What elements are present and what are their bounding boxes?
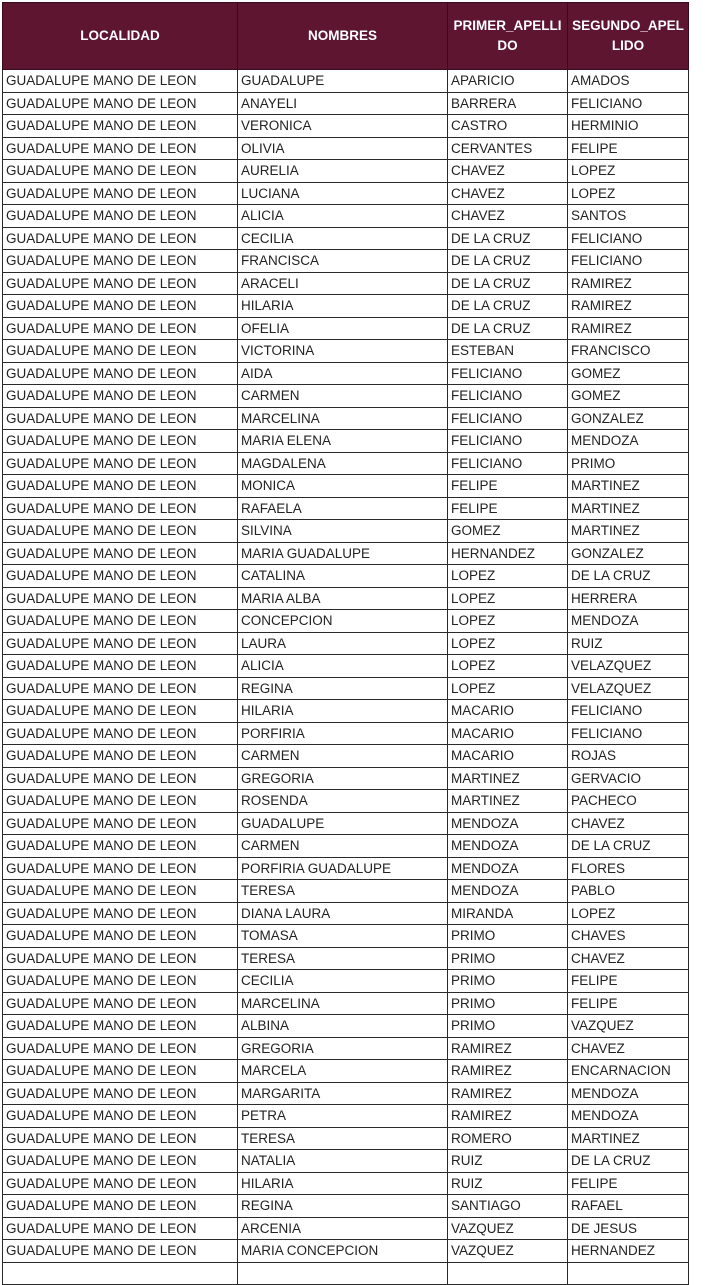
table-row bbox=[3, 812, 689, 835]
table-row bbox=[3, 722, 689, 745]
cell-localidad: GUADALUPE MANO DE LEON bbox=[3, 1195, 238, 1218]
cell-primer-apellido: BARRERA bbox=[448, 92, 568, 115]
table-row bbox=[3, 115, 689, 138]
cell-localidad: GUADALUPE MANO DE LEON bbox=[3, 250, 238, 273]
cell-segundo-apellido: VELAZQUEZ bbox=[568, 677, 689, 700]
cell-segundo-apellido: MENDOZA bbox=[568, 610, 689, 633]
names-table bbox=[2, 2, 689, 1285]
cell-primer-apellido: VAZQUEZ bbox=[448, 1240, 568, 1263]
cell-segundo-apellido: FELIPE bbox=[568, 992, 689, 1015]
table-row bbox=[3, 137, 689, 160]
cell-nombres: OLIVIA bbox=[238, 137, 448, 160]
table-row bbox=[3, 632, 689, 655]
cell-nombres: MARGARITA bbox=[238, 1082, 448, 1105]
cell-localidad: GUADALUPE MANO DE LEON bbox=[3, 1240, 238, 1263]
table-row bbox=[3, 947, 689, 970]
table-row bbox=[3, 272, 689, 295]
table-row bbox=[3, 1172, 689, 1195]
cell-localidad: GUADALUPE MANO DE LEON bbox=[3, 160, 238, 183]
cell-primer-apellido: MENDOZA bbox=[448, 857, 568, 880]
cell-segundo-apellido: FELIPE bbox=[568, 137, 689, 160]
cell-localidad: GUADALUPE MANO DE LEON bbox=[3, 272, 238, 295]
cell-segundo-apellido: FELICIANO bbox=[568, 92, 689, 115]
cell-nombres: TERESA bbox=[238, 880, 448, 903]
cell-segundo-apellido: VELAZQUEZ bbox=[568, 655, 689, 678]
cell-primer-apellido: MENDOZA bbox=[448, 880, 568, 903]
cell-primer-apellido: MIRANDA bbox=[448, 902, 568, 925]
cell-nombres bbox=[238, 1262, 448, 1285]
cell-primer-apellido: VAZQUEZ bbox=[448, 1217, 568, 1240]
cell-segundo-apellido: HERRERA bbox=[568, 587, 689, 610]
cell-localidad: GUADALUPE MANO DE LEON bbox=[3, 497, 238, 520]
cell-segundo-apellido: DE LA CRUZ bbox=[568, 835, 689, 858]
cell-nombres: ARACELI bbox=[238, 272, 448, 295]
cell-localidad: GUADALUPE MANO DE LEON bbox=[3, 970, 238, 993]
cell-primer-apellido: PRIMO bbox=[448, 947, 568, 970]
cell-localidad: GUADALUPE MANO DE LEON bbox=[3, 1105, 238, 1128]
cell-segundo-apellido: FELICIANO bbox=[568, 227, 689, 250]
table-row bbox=[3, 497, 689, 520]
cell-segundo-apellido: CHAVEZ bbox=[568, 947, 689, 970]
cell-primer-apellido: MARTINEZ bbox=[448, 790, 568, 813]
table-row bbox=[3, 1015, 689, 1038]
cell-nombres: PORFIRIA bbox=[238, 722, 448, 745]
cell-localidad: GUADALUPE MANO DE LEON bbox=[3, 992, 238, 1015]
cell-localidad: GUADALUPE MANO DE LEON bbox=[3, 1172, 238, 1195]
cell-primer-apellido: RAMIREZ bbox=[448, 1037, 568, 1060]
cell-localidad: GUADALUPE MANO DE LEON bbox=[3, 1150, 238, 1173]
cell-primer-apellido: RUIZ bbox=[448, 1172, 568, 1195]
cell-nombres: ALICIA bbox=[238, 655, 448, 678]
cell-segundo-apellido: RAMIREZ bbox=[568, 317, 689, 340]
cell-localidad: GUADALUPE MANO DE LEON bbox=[3, 137, 238, 160]
cell-nombres: ALBINA bbox=[238, 1015, 448, 1038]
cell-localidad: GUADALUPE MANO DE LEON bbox=[3, 340, 238, 363]
cell-nombres: GREGORIA bbox=[238, 1037, 448, 1060]
cell-localidad: GUADALUPE MANO DE LEON bbox=[3, 92, 238, 115]
cell-localidad: GUADALUPE MANO DE LEON bbox=[3, 1127, 238, 1150]
cell-nombres: MARCELA bbox=[238, 1060, 448, 1083]
cell-nombres: VICTORINA bbox=[238, 340, 448, 363]
cell-nombres: AIDA bbox=[238, 362, 448, 385]
table-row bbox=[3, 317, 689, 340]
cell-primer-apellido: FELICIANO bbox=[448, 430, 568, 453]
table-row bbox=[3, 565, 689, 588]
table-row bbox=[3, 880, 689, 903]
cell-segundo-apellido: PACHECO bbox=[568, 790, 689, 813]
cell-localidad: GUADALUPE MANO DE LEON bbox=[3, 812, 238, 835]
cell-nombres: OFELIA bbox=[238, 317, 448, 340]
cell-localidad: GUADALUPE MANO DE LEON bbox=[3, 655, 238, 678]
cell-segundo-apellido: GOMEZ bbox=[568, 362, 689, 385]
cell-localidad: GUADALUPE MANO DE LEON bbox=[3, 115, 238, 138]
cell-primer-apellido: MENDOZA bbox=[448, 812, 568, 835]
cell-localidad: GUADALUPE MANO DE LEON bbox=[3, 227, 238, 250]
cell-segundo-apellido: MENDOZA bbox=[568, 430, 689, 453]
cell-nombres: GREGORIA bbox=[238, 767, 448, 790]
cell-localidad bbox=[3, 1262, 238, 1285]
cell-segundo-apellido: GERVACIO bbox=[568, 767, 689, 790]
cell-primer-apellido: CERVANTES bbox=[448, 137, 568, 160]
table-row bbox=[3, 745, 689, 768]
cell-nombres: CECILIA bbox=[238, 970, 448, 993]
cell-segundo-apellido: GOMEZ bbox=[568, 385, 689, 408]
cell-primer-apellido: LOPEZ bbox=[448, 632, 568, 655]
cell-nombres: MARIA ALBA bbox=[238, 587, 448, 610]
cell-segundo-apellido: LOPEZ bbox=[568, 902, 689, 925]
cell-segundo-apellido: SANTOS bbox=[568, 205, 689, 228]
cell-nombres: CARMEN bbox=[238, 745, 448, 768]
cell-primer-apellido: LOPEZ bbox=[448, 655, 568, 678]
cell-nombres: VERONICA bbox=[238, 115, 448, 138]
cell-segundo-apellido: AMADOS bbox=[568, 70, 689, 93]
cell-segundo-apellido: FELIPE bbox=[568, 970, 689, 993]
table-row bbox=[3, 587, 689, 610]
cell-primer-apellido: PRIMO bbox=[448, 1015, 568, 1038]
cell-primer-apellido: MACARIO bbox=[448, 722, 568, 745]
cell-primer-apellido: CHAVEZ bbox=[448, 160, 568, 183]
cell-localidad: GUADALUPE MANO DE LEON bbox=[3, 385, 238, 408]
cell-primer-apellido: PRIMO bbox=[448, 992, 568, 1015]
cell-segundo-apellido: GONZALEZ bbox=[568, 542, 689, 565]
cell-nombres: MARCELINA bbox=[238, 407, 448, 430]
table-row bbox=[3, 227, 689, 250]
cell-primer-apellido: HERNANDEZ bbox=[448, 542, 568, 565]
cell-primer-apellido bbox=[448, 1262, 568, 1285]
cell-nombres: MARCELINA bbox=[238, 992, 448, 1015]
cell-localidad: GUADALUPE MANO DE LEON bbox=[3, 205, 238, 228]
cell-primer-apellido: DE LA CRUZ bbox=[448, 317, 568, 340]
table-row bbox=[3, 677, 689, 700]
table-row bbox=[3, 1240, 689, 1263]
cell-nombres: ANAYELI bbox=[238, 92, 448, 115]
cell-primer-apellido: DE LA CRUZ bbox=[448, 250, 568, 273]
cell-primer-apellido: LOPEZ bbox=[448, 565, 568, 588]
cell-segundo-apellido: FLORES bbox=[568, 857, 689, 880]
header-nombres: NOMBRES bbox=[238, 3, 448, 70]
table-row bbox=[3, 970, 689, 993]
table-row bbox=[3, 1217, 689, 1240]
cell-nombres: HILARIA bbox=[238, 295, 448, 318]
cell-primer-apellido: MENDOZA bbox=[448, 835, 568, 858]
cell-nombres: PORFIRIA GUADALUPE bbox=[238, 857, 448, 880]
cell-localidad: GUADALUPE MANO DE LEON bbox=[3, 610, 238, 633]
cell-localidad: GUADALUPE MANO DE LEON bbox=[3, 565, 238, 588]
header-segundo-apellido: SEGUNDO_APELLIDO bbox=[568, 3, 689, 70]
cell-nombres: MONICA bbox=[238, 475, 448, 498]
cell-primer-apellido: DE LA CRUZ bbox=[448, 227, 568, 250]
cell-segundo-apellido: HERNANDEZ bbox=[568, 1240, 689, 1263]
cell-segundo-apellido: RAFAEL bbox=[568, 1195, 689, 1218]
cell-primer-apellido: CASTRO bbox=[448, 115, 568, 138]
table-row bbox=[3, 1060, 689, 1083]
cell-localidad: GUADALUPE MANO DE LEON bbox=[3, 722, 238, 745]
cell-nombres: MARIA CONCEPCION bbox=[238, 1240, 448, 1263]
cell-primer-apellido: MARTINEZ bbox=[448, 767, 568, 790]
cell-nombres: TERESA bbox=[238, 1127, 448, 1150]
cell-segundo-apellido: MENDOZA bbox=[568, 1105, 689, 1128]
cell-segundo-apellido: ENCARNACION bbox=[568, 1060, 689, 1083]
cell-nombres: NATALIA bbox=[238, 1150, 448, 1173]
table-row bbox=[3, 160, 689, 183]
cell-localidad: GUADALUPE MANO DE LEON bbox=[3, 790, 238, 813]
cell-primer-apellido: FELIPE bbox=[448, 497, 568, 520]
cell-primer-apellido: FELICIANO bbox=[448, 452, 568, 475]
table-row bbox=[3, 452, 689, 475]
cell-primer-apellido: RAMIREZ bbox=[448, 1060, 568, 1083]
cell-localidad: GUADALUPE MANO DE LEON bbox=[3, 700, 238, 723]
cell-segundo-apellido: MARTINEZ bbox=[568, 520, 689, 543]
cell-primer-apellido: FELICIANO bbox=[448, 362, 568, 385]
cell-nombres: AURELIA bbox=[238, 160, 448, 183]
cell-segundo-apellido: DE JESUS bbox=[568, 1217, 689, 1240]
table-row bbox=[3, 835, 689, 858]
cell-nombres: MAGDALENA bbox=[238, 452, 448, 475]
cell-primer-apellido: ESTEBAN bbox=[448, 340, 568, 363]
cell-localidad: GUADALUPE MANO DE LEON bbox=[3, 182, 238, 205]
table-row bbox=[3, 205, 689, 228]
cell-nombres: ROSENDA bbox=[238, 790, 448, 813]
cell-segundo-apellido: LOPEZ bbox=[568, 182, 689, 205]
table-row bbox=[3, 475, 689, 498]
table-row bbox=[3, 430, 689, 453]
table-row bbox=[3, 1195, 689, 1218]
cell-primer-apellido: LOPEZ bbox=[448, 610, 568, 633]
table-row bbox=[3, 700, 689, 723]
table-row bbox=[3, 362, 689, 385]
table-body bbox=[3, 70, 689, 1285]
table-row bbox=[3, 520, 689, 543]
cell-segundo-apellido: FELICIANO bbox=[568, 250, 689, 273]
cell-segundo-apellido: DE LA CRUZ bbox=[568, 565, 689, 588]
table-row bbox=[3, 1105, 689, 1128]
table-row bbox=[3, 1127, 689, 1150]
cell-segundo-apellido: FELICIANO bbox=[568, 722, 689, 745]
cell-segundo-apellido: CHAVES bbox=[568, 925, 689, 948]
cell-segundo-apellido: HERMINIO bbox=[568, 115, 689, 138]
cell-primer-apellido: FELIPE bbox=[448, 475, 568, 498]
cell-segundo-apellido: RUIZ bbox=[568, 632, 689, 655]
cell-nombres: SILVINA bbox=[238, 520, 448, 543]
cell-localidad: GUADALUPE MANO DE LEON bbox=[3, 767, 238, 790]
table-row bbox=[3, 385, 689, 408]
cell-segundo-apellido: MARTINEZ bbox=[568, 1127, 689, 1150]
cell-localidad: GUADALUPE MANO DE LEON bbox=[3, 902, 238, 925]
cell-nombres: DIANA LAURA bbox=[238, 902, 448, 925]
cell-localidad: GUADALUPE MANO DE LEON bbox=[3, 475, 238, 498]
cell-localidad: GUADALUPE MANO DE LEON bbox=[3, 587, 238, 610]
cell-primer-apellido: RUIZ bbox=[448, 1150, 568, 1173]
cell-segundo-apellido: PABLO bbox=[568, 880, 689, 903]
cell-nombres: CARMEN bbox=[238, 385, 448, 408]
cell-segundo-apellido: RAMIREZ bbox=[568, 295, 689, 318]
cell-segundo-apellido: DE LA CRUZ bbox=[568, 1150, 689, 1173]
cell-segundo-apellido: FELIPE bbox=[568, 1172, 689, 1195]
cell-primer-apellido: DE LA CRUZ bbox=[448, 295, 568, 318]
cell-nombres: GUADALUPE bbox=[238, 812, 448, 835]
cell-nombres: ALICIA bbox=[238, 205, 448, 228]
cell-nombres: FRANCISCA bbox=[238, 250, 448, 273]
header-primer-apellido: PRIMER_APELLIDO bbox=[448, 3, 568, 70]
cell-localidad: GUADALUPE MANO DE LEON bbox=[3, 880, 238, 903]
cell-primer-apellido: MACARIO bbox=[448, 745, 568, 768]
cell-nombres: ARCENIA bbox=[238, 1217, 448, 1240]
cell-localidad: GUADALUPE MANO DE LEON bbox=[3, 925, 238, 948]
cell-segundo-apellido: CHAVEZ bbox=[568, 812, 689, 835]
cell-localidad: GUADALUPE MANO DE LEON bbox=[3, 295, 238, 318]
cell-nombres: RAFAELA bbox=[238, 497, 448, 520]
cell-localidad: GUADALUPE MANO DE LEON bbox=[3, 677, 238, 700]
cell-primer-apellido: PRIMO bbox=[448, 925, 568, 948]
table-row bbox=[3, 182, 689, 205]
table-row bbox=[3, 340, 689, 363]
table-row bbox=[3, 92, 689, 115]
cell-primer-apellido: SANTIAGO bbox=[448, 1195, 568, 1218]
cell-localidad: GUADALUPE MANO DE LEON bbox=[3, 632, 238, 655]
cell-segundo-apellido: PRIMO bbox=[568, 452, 689, 475]
cell-primer-apellido: CHAVEZ bbox=[448, 182, 568, 205]
cell-nombres: REGINA bbox=[238, 677, 448, 700]
cell-primer-apellido: LOPEZ bbox=[448, 587, 568, 610]
cell-localidad: GUADALUPE MANO DE LEON bbox=[3, 407, 238, 430]
cell-nombres: LAURA bbox=[238, 632, 448, 655]
cell-nombres: HILARIA bbox=[238, 700, 448, 723]
cell-primer-apellido: DE LA CRUZ bbox=[448, 272, 568, 295]
cell-nombres: CECILIA bbox=[238, 227, 448, 250]
header-localidad: LOCALIDAD bbox=[3, 3, 238, 70]
table-row bbox=[3, 1082, 689, 1105]
table-row bbox=[3, 655, 689, 678]
cell-segundo-apellido: GONZALEZ bbox=[568, 407, 689, 430]
cell-nombres: GUADALUPE bbox=[238, 70, 448, 93]
cell-segundo-apellido: RAMIREZ bbox=[568, 272, 689, 295]
cell-localidad: GUADALUPE MANO DE LEON bbox=[3, 835, 238, 858]
cell-localidad: GUADALUPE MANO DE LEON bbox=[3, 70, 238, 93]
cell-nombres: MARIA ELENA bbox=[238, 430, 448, 453]
table-row bbox=[3, 902, 689, 925]
table-row bbox=[3, 992, 689, 1015]
cell-localidad: GUADALUPE MANO DE LEON bbox=[3, 745, 238, 768]
cell-primer-apellido: CHAVEZ bbox=[448, 205, 568, 228]
cell-localidad: GUADALUPE MANO DE LEON bbox=[3, 1015, 238, 1038]
cell-localidad: GUADALUPE MANO DE LEON bbox=[3, 542, 238, 565]
cell-localidad: GUADALUPE MANO DE LEON bbox=[3, 947, 238, 970]
table-row bbox=[3, 295, 689, 318]
cell-primer-apellido: ROMERO bbox=[448, 1127, 568, 1150]
cell-localidad: GUADALUPE MANO DE LEON bbox=[3, 857, 238, 880]
cell-localidad: GUADALUPE MANO DE LEON bbox=[3, 1217, 238, 1240]
table-row bbox=[3, 610, 689, 633]
cell-segundo-apellido: MENDOZA bbox=[568, 1082, 689, 1105]
table-row bbox=[3, 790, 689, 813]
cell-segundo-apellido: FRANCISCO bbox=[568, 340, 689, 363]
cell-segundo-apellido: VAZQUEZ bbox=[568, 1015, 689, 1038]
table-row bbox=[3, 767, 689, 790]
cell-nombres: CARMEN bbox=[238, 835, 448, 858]
table-row bbox=[3, 1037, 689, 1060]
table-row bbox=[3, 542, 689, 565]
cell-primer-apellido: RAMIREZ bbox=[448, 1082, 568, 1105]
cell-primer-apellido: MACARIO bbox=[448, 700, 568, 723]
cell-localidad: GUADALUPE MANO DE LEON bbox=[3, 520, 238, 543]
cell-localidad: GUADALUPE MANO DE LEON bbox=[3, 317, 238, 340]
cell-nombres: CONCEPCION bbox=[238, 610, 448, 633]
cell-segundo-apellido: ROJAS bbox=[568, 745, 689, 768]
cell-primer-apellido: RAMIREZ bbox=[448, 1105, 568, 1128]
table-row bbox=[3, 407, 689, 430]
cell-nombres: PETRA bbox=[238, 1105, 448, 1128]
cell-primer-apellido: PRIMO bbox=[448, 970, 568, 993]
cell-nombres: LUCIANA bbox=[238, 182, 448, 205]
cell-localidad: GUADALUPE MANO DE LEON bbox=[3, 362, 238, 385]
table-row bbox=[3, 1262, 689, 1285]
cell-segundo-apellido: LOPEZ bbox=[568, 160, 689, 183]
cell-nombres: TERESA bbox=[238, 947, 448, 970]
cell-nombres: HILARIA bbox=[238, 1172, 448, 1195]
table-row bbox=[3, 857, 689, 880]
cell-segundo-apellido: MARTINEZ bbox=[568, 497, 689, 520]
table-row bbox=[3, 70, 689, 93]
cell-localidad: GUADALUPE MANO DE LEON bbox=[3, 1037, 238, 1060]
table-header bbox=[3, 3, 689, 70]
cell-localidad: GUADALUPE MANO DE LEON bbox=[3, 1082, 238, 1105]
cell-nombres: TOMASA bbox=[238, 925, 448, 948]
table-row bbox=[3, 925, 689, 948]
cell-primer-apellido: GOMEZ bbox=[448, 520, 568, 543]
cell-segundo-apellido bbox=[568, 1262, 689, 1285]
table-row bbox=[3, 250, 689, 273]
cell-localidad: GUADALUPE MANO DE LEON bbox=[3, 430, 238, 453]
cell-localidad: GUADALUPE MANO DE LEON bbox=[3, 452, 238, 475]
table-row bbox=[3, 1150, 689, 1173]
cell-primer-apellido: LOPEZ bbox=[448, 677, 568, 700]
cell-segundo-apellido: CHAVEZ bbox=[568, 1037, 689, 1060]
cell-localidad: GUADALUPE MANO DE LEON bbox=[3, 1060, 238, 1083]
cell-nombres: CATALINA bbox=[238, 565, 448, 588]
cell-primer-apellido: APARICIO bbox=[448, 70, 568, 93]
cell-segundo-apellido: MARTINEZ bbox=[568, 475, 689, 498]
cell-nombres: MARIA GUADALUPE bbox=[238, 542, 448, 565]
cell-primer-apellido: FELICIANO bbox=[448, 385, 568, 408]
cell-nombres: REGINA bbox=[238, 1195, 448, 1218]
cell-primer-apellido: FELICIANO bbox=[448, 407, 568, 430]
cell-segundo-apellido: FELICIANO bbox=[568, 700, 689, 723]
